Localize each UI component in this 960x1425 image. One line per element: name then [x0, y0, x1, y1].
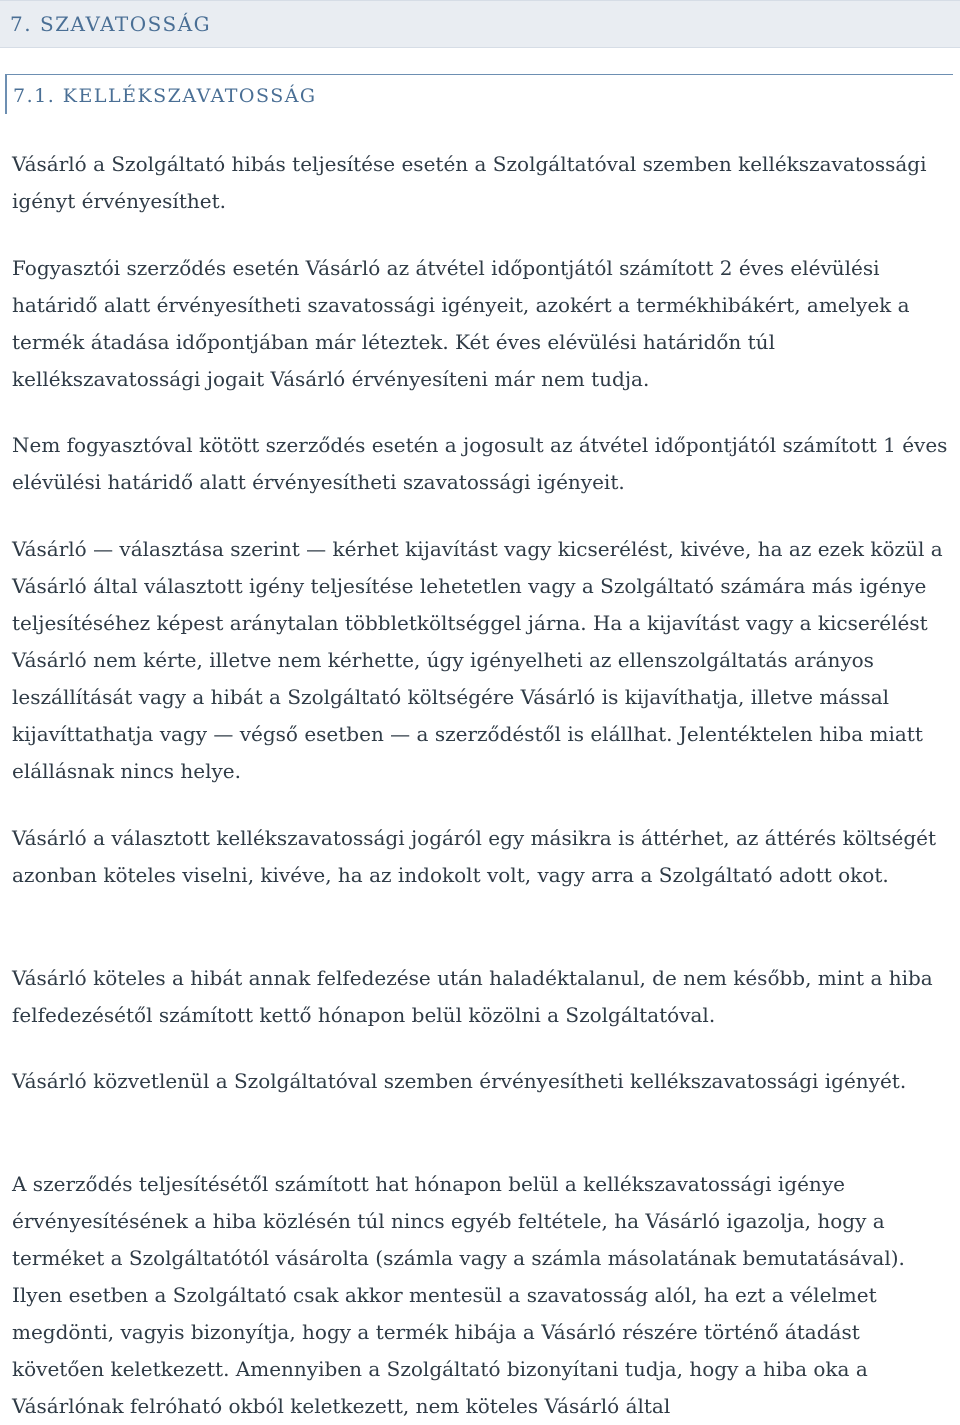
section-heading-band [0, 0, 960, 48]
subsection-heading: 7.1. KELLÉKSZAVATOSSÁG [13, 85, 317, 107]
section-heading: 7. SZAVATOSSÁG [10, 12, 212, 36]
paragraph-repair-or-replace: Vásárló — választása szerint — kérhet kijavítást vagy kicserélést, kivéve, ha az ezek közül a Vásárló által választott igény teljesítése lehetetlen vagy a Szolgáltató számára más igénye teljesítéséhez képest aránytalan többletköltséggel járna. Ha a kijavítást vagy a kicserélést Vásárló nem kérte, illetve nem kérhette, úgy igényelheti az ellenszolgáltatás arányos leszállítását vagy a hibát a Szolgáltató költségére Vásárló is kijavíthatja, illetve mással kijavíttathatja vagy — végső esetben — a szerződéstől is elállhat. Jelentéktelen hiba miatt elállásnak nincs helye. [12, 537, 943, 783]
paragraph-notify-defect: Vásárló köteles a hibát annak felfedezése után haladéktalanul, de nem később, mint a hiba felfedezésétől számított kettő hónapon belül közölni a Szolgáltatóval. [12, 966, 933, 1027]
paragraph-consumer-deadline: Fogyasztói szerződés esetén Vásárló az átvétel időpontjától számított 2 éves elévülési határidő alatt érvényesítheti szavatossági igényeit, azokért a termékhibákért, amelyek a termék átadása időpontjában már léteztek. Két éves elévülési határidőn túl kellékszavatossági jogait Vásárló érvényesíteni már nem tudja. [12, 256, 910, 391]
paragraph-non-consumer-deadline: Nem fogyasztóval kötött szerződés esetén a jogosult az átvétel időpontjától számított 1 éves elévülési határidő alatt érvényesítheti szavatossági igényeit. [12, 433, 948, 494]
subsection-heading-block [5, 74, 953, 114]
paragraph-warranty-claim: Vásárló a Szolgáltató hibás teljesítése esetén a Szolgáltatóval szemben kellékszavatossági igényt érvényesíthet. [12, 152, 927, 213]
paragraph-switch-right: Vásárló a választott kellékszavatossági jogáról egy másikra is áttérhet, az áttérés költségét azonban köteles viselni, kivéve, ha az indokolt volt, vagy arra a Szolgáltató adott okot. [12, 826, 936, 887]
paragraph-six-month-presumption: A szerződés teljesítésétől számított hat hónapon belül a kellékszavatossági igénye érvényesítésének a hiba közlésén túl nincs egyéb feltétele, ha Vásárló igazolja, hogy a terméket a Szolgáltatótól vásárolta (számla vagy a számla másolatának bemutatásával). Ilyen esetben a Szolgáltató csak akkor mentesül a szavatosság alól, ha ezt a vélelmet megdönti, vagyis bizonyítja, hogy a termék hibája a Vásárló részére történő átadást követően keletkezett. Amennyiben a Szolgáltató bizonyítani tudja, hogy a hiba oka a Vásárlónak felróható okból keletkezett, nem köteles Vásárló által [12, 1172, 905, 1418]
paragraph-direct-claim: Vásárló közvetlenül a Szolgáltatóval szemben érvényesítheti kellékszavatossági igényét. [12, 1069, 907, 1093]
